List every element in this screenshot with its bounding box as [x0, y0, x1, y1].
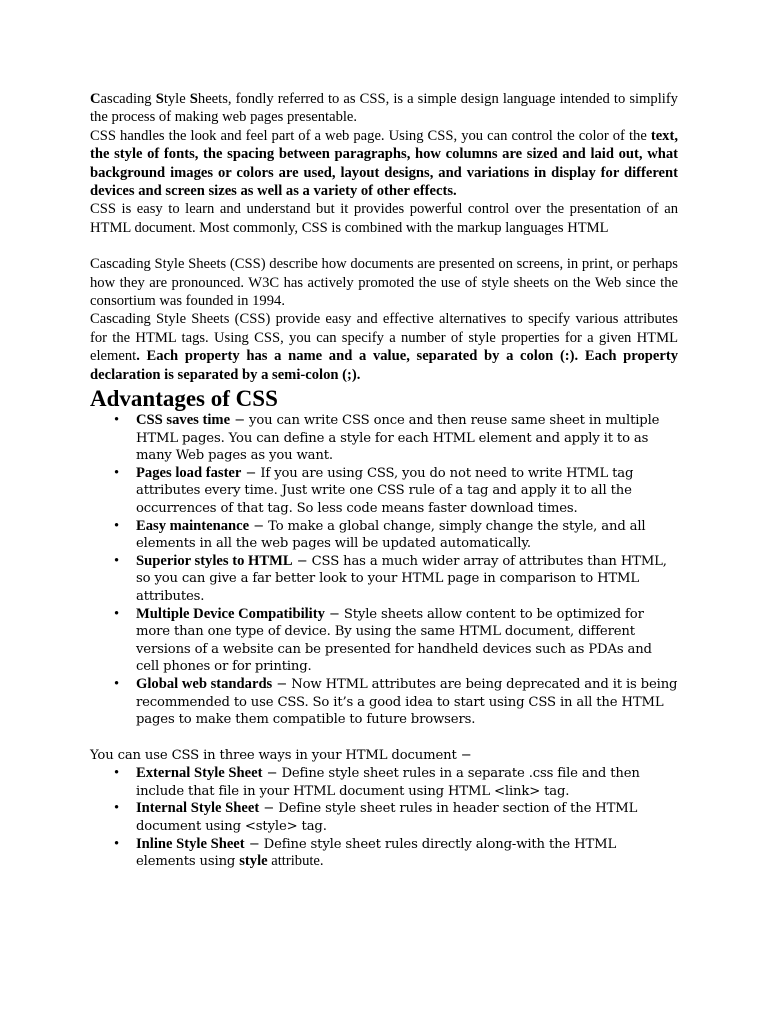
item-term: Easy maintenance: [136, 517, 250, 534]
item-description: − To make a global change, simply change the style, and all elements in all the web pages will be updated automatically.: [136, 518, 646, 552]
list-item: [136, 553, 678, 606]
item-term: Superior styles to HTML: [136, 552, 293, 569]
item-description: − Style sheets allow content to be optimized for more than one type of device. By using the same HTML document, different versions of a website can be presented for handheld devices such as PDAs and cell phones or for printing.: [136, 606, 652, 675]
spacer: [90, 237, 678, 255]
list-item: [136, 518, 678, 553]
item-description: − CSS has a much wider array of attributes than HTML, so you can give a far better look to your HTML page in comparison to HTML attributes.: [136, 553, 667, 605]
item-term: Internal Style Sheet: [136, 800, 260, 817]
list-item: [136, 800, 678, 835]
intro-paragraph-1: [90, 90, 678, 127]
list-item: [136, 465, 678, 518]
lead-letter-s2: S: [189, 91, 198, 107]
intro-bold-text: text, the style of fonts, the spacing between paragraphs, how columns are sized and laid out, what background images or colors are used, layout designs, and variations in display for different devices and screen sizes as well as a variety of other effects.: [90, 127, 678, 200]
item-description: − Now HTML attributes are being deprecated and it is being recommended to use CSS. So it’s a good idea to start using CSS in all the HTML pages to make them compatible to future browsers.: [136, 677, 678, 728]
intro-paragraph-5: [90, 310, 678, 384]
item-description: − Define style sheet rules directly along-with the HTML elements using: [136, 836, 617, 870]
section-heading: Advantages of CSS: [90, 386, 278, 412]
item-term: Global web standards: [136, 676, 273, 692]
intro-text: Cascading Style Sheets (CSS) provide easy and effective alternatives to specify various attributes for the HTML tags. Using CSS, you can specify a number of style properties for a given HTML element: [90, 311, 678, 365]
intro-text: ascading: [100, 91, 156, 107]
item-description: − you can write CSS once and then reuse same sheet in multiple HTML pages. You can define a style for each HTML element and apply it to as many Web pages as you want.: [136, 413, 660, 464]
item-description: − Define style sheet rules in header section of the HTML document using <style> tag.: [136, 801, 638, 834]
intro-text: heets, fondly referred to as CSS, is a simple design language intended to simplify the process of making web pages presentable.: [90, 91, 678, 126]
intro-bold-text: . Each property has a name and a value, separated by a colon (:). Each property declaration is separated by a semi-colon (;).: [90, 348, 678, 383]
ways-intro: You can use CSS in three ways in your HTML document −: [90, 747, 472, 763]
intro-paragraph-3: CSS is easy to learn and understand but it provides powerful control over the presentation of an HTML document. Most commonly, CSS is combined with the markup languages HTML: [90, 201, 678, 236]
item-term: Multiple Device Compatibility: [136, 605, 325, 622]
lead-letter-s: S: [155, 91, 164, 107]
item-term: External Style Sheet: [136, 765, 263, 782]
intro-text: tyle: [163, 91, 190, 107]
item-term: Pages load faster: [136, 464, 242, 481]
list-item: [136, 676, 678, 729]
item-bold-keyword: style: [239, 853, 268, 870]
intro-paragraph-2: [90, 127, 678, 201]
advantages-list: [90, 412, 678, 729]
ways-list: [90, 765, 678, 871]
item-tail: attribute.: [267, 853, 324, 870]
list-item: [136, 412, 678, 465]
list-item: [136, 765, 678, 800]
intro-text: CSS handles the look and feel part of a web page. Using CSS, you can control the color of the: [90, 127, 651, 144]
item-description: − If you are using CSS, you do not need to write HTML tag attributes every time. Just write one CSS rule of a tag and apply it to all the occurrences of that tag. So less code means faster download times.: [136, 465, 634, 517]
item-term: CSS saves time: [136, 412, 231, 429]
item-description: − Define style sheet rules in a separate .css file and then include that file in your HTML document using HTML <link> tag.: [136, 766, 640, 799]
list-item: [136, 836, 678, 871]
spacer: [90, 729, 678, 747]
document-page: [90, 90, 678, 871]
intro-paragraph-4: Cascading Style Sheets (CSS) describe how documents are presented on screens, in print, or perhaps how they are pronounced. W3C has actively promoted the use of style sheets on the Web since the consortium was founded in 1994.: [90, 256, 678, 310]
lead-letter-c: C: [90, 91, 101, 107]
item-term: Inline Style Sheet: [136, 835, 245, 852]
list-item: [136, 606, 678, 676]
